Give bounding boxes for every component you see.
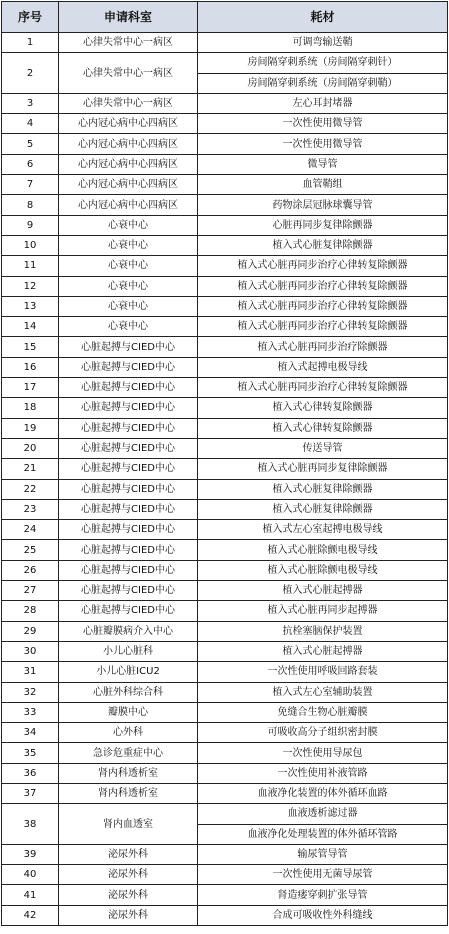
row-number: 8 — [2, 195, 59, 215]
row-number: 27 — [2, 581, 59, 601]
department-cell: 心脏瓣膜病介入中心 — [59, 621, 198, 641]
row-number: 33 — [2, 702, 59, 722]
department-cell: 肾内血透室 — [59, 804, 198, 845]
row-number: 21 — [2, 459, 59, 479]
consumable-cell: 一次性使用微导管 — [198, 114, 448, 134]
table-row — [2, 702, 448, 722]
table-row — [2, 783, 448, 803]
department-cell: 心衰中心 — [59, 317, 198, 337]
row-number: 42 — [2, 905, 59, 925]
row-number: 12 — [2, 276, 59, 296]
consumable-cell: 可吸收高分子组织密封膜 — [198, 723, 448, 743]
consumable-cell: 一次性使用无菌导尿管 — [198, 865, 448, 885]
consumable-cell: 左心耳封堵器 — [198, 93, 448, 113]
row-number: 6 — [2, 154, 59, 174]
consumable-cell: 植入式心脏复律除颤器 — [198, 235, 448, 255]
table-row — [2, 499, 448, 519]
row-number: 14 — [2, 317, 59, 337]
department-cell: 肾内科透析室 — [59, 763, 198, 783]
table-row — [2, 256, 448, 276]
consumable-cell: 一次性使用导尿包 — [198, 743, 448, 763]
department-cell: 肾内科透析室 — [59, 783, 198, 803]
row-number: 5 — [2, 134, 59, 154]
table-row — [2, 398, 448, 418]
table-row — [2, 520, 448, 540]
table-row — [2, 763, 448, 783]
row-number: 34 — [2, 723, 59, 743]
department-cell: 心脏起搏与CIED中心 — [59, 398, 198, 418]
department-cell: 心脏起搏与CIED中心 — [59, 357, 198, 377]
consumable-cell: 植入式心脏起搏器 — [198, 581, 448, 601]
consumable-cell: 合成可吸收性外科缝线 — [198, 905, 448, 925]
consumable-cell: 植入式心脏再同步治疗心律转复除颤器 — [198, 256, 448, 276]
table-row — [2, 540, 448, 560]
consumable-cell: 植入式心脏再同步复律除颤器 — [198, 459, 448, 479]
department-cell: 泌尿外科 — [59, 905, 198, 925]
department-cell: 心脏起搏与CIED中心 — [59, 601, 198, 621]
department-cell: 心外科 — [59, 723, 198, 743]
department-cell: 心脏起搏与CIED中心 — [59, 560, 198, 580]
row-number: 9 — [2, 215, 59, 235]
consumable-cell: 微导管 — [198, 154, 448, 174]
table-row — [2, 804, 448, 824]
row-number: 41 — [2, 885, 59, 905]
department-cell: 泌尿外科 — [59, 865, 198, 885]
row-number: 25 — [2, 540, 59, 560]
consumable-cell: 植入式左心室辅助装置 — [198, 682, 448, 702]
department-cell: 心衰中心 — [59, 235, 198, 255]
table-row — [2, 215, 448, 235]
row-number: 37 — [2, 783, 59, 803]
consumable-cell: 传送导管 — [198, 438, 448, 458]
consumable-cell: 一次性使用呼吸回路套装 — [198, 662, 448, 682]
consumable-cell: 植入式心脏再同步起搏器 — [198, 601, 448, 621]
department-cell: 小儿心脏ICU2 — [59, 662, 198, 682]
table-row — [2, 844, 448, 864]
table-row — [2, 378, 448, 398]
department-cell: 心内冠心病中心四病区 — [59, 154, 198, 174]
consumable-cell: 一次性使用微导管 — [198, 134, 448, 154]
department-cell: 心内冠心病中心四病区 — [59, 134, 198, 154]
row-number: 24 — [2, 520, 59, 540]
row-number: 30 — [2, 641, 59, 661]
row-number: 32 — [2, 682, 59, 702]
department-cell: 心脏起搏与CIED中心 — [59, 378, 198, 398]
row-number: 7 — [2, 175, 59, 195]
consumable-cell: 植入式心脏再同步治疗心律转复除颤器 — [198, 317, 448, 337]
department-cell: 泌尿外科 — [59, 844, 198, 864]
table-row — [2, 134, 448, 154]
consumable-cell: 免缝合生物心脏瓣膜 — [198, 702, 448, 722]
row-number: 38 — [2, 804, 59, 845]
row-number: 2 — [2, 53, 59, 94]
header-item: 耗材 — [198, 2, 448, 33]
consumable-cell: 植入式心脏再同步治疗除颤器 — [198, 337, 448, 357]
table-row — [2, 276, 448, 296]
consumable-cell: 植入式心脏再同步治疗心律转复除颤器 — [198, 296, 448, 316]
department-cell: 心衰中心 — [59, 256, 198, 276]
consumable-cell: 植入式心脏再同步治疗心律转复除颤器 — [198, 276, 448, 296]
table-row — [2, 53, 448, 73]
table-row — [2, 195, 448, 215]
consumable-cell: 植入式起搏电极导线 — [198, 357, 448, 377]
department-cell: 瓣膜中心 — [59, 702, 198, 722]
consumable-cell: 植入式心脏除颤电极导线 — [198, 560, 448, 580]
consumable-cell: 房间隔穿刺系统（房间隔穿刺针） — [198, 53, 448, 73]
table-row — [2, 418, 448, 438]
department-cell: 心内冠心病中心四病区 — [59, 175, 198, 195]
table-row — [2, 601, 448, 621]
consumable-cell: 植入式心脏复律除颤器 — [198, 479, 448, 499]
row-number: 26 — [2, 560, 59, 580]
row-number: 39 — [2, 844, 59, 864]
department-cell: 心律失常中心一病区 — [59, 93, 198, 113]
row-number: 16 — [2, 357, 59, 377]
row-number: 35 — [2, 743, 59, 763]
table-row — [2, 175, 448, 195]
table-row — [2, 235, 448, 255]
table-row — [2, 114, 448, 134]
department-cell: 心脏起搏与CIED中心 — [59, 581, 198, 601]
table-row — [2, 438, 448, 458]
row-number: 19 — [2, 418, 59, 438]
row-number: 17 — [2, 378, 59, 398]
row-number: 28 — [2, 601, 59, 621]
consumable-cell: 肾造瘘穿刺扩张导管 — [198, 885, 448, 905]
table-row — [2, 662, 448, 682]
department-cell: 小儿心脏科 — [59, 641, 198, 661]
table-row — [2, 743, 448, 763]
table-row — [2, 357, 448, 377]
row-number: 31 — [2, 662, 59, 682]
consumable-cell: 血管鞘组 — [198, 175, 448, 195]
row-number: 4 — [2, 114, 59, 134]
row-number: 29 — [2, 621, 59, 641]
table-body — [2, 33, 448, 926]
department-cell: 泌尿外科 — [59, 885, 198, 905]
row-number: 22 — [2, 479, 59, 499]
table-row — [2, 317, 448, 337]
table-row — [2, 479, 448, 499]
consumable-cell: 植入式左心室起搏电极导线 — [198, 520, 448, 540]
consumable-cell: 植入式心脏起搏器 — [198, 641, 448, 661]
consumable-cell: 血液净化处理装置的体外循环管路 — [198, 824, 448, 844]
table-row — [2, 905, 448, 925]
consumables-table — [1, 1, 448, 926]
table-row — [2, 33, 448, 53]
consumable-cell: 植入式心律转复除颤器 — [198, 418, 448, 438]
consumable-cell: 药物涂层冠脉球囊导管 — [198, 195, 448, 215]
consumable-cell: 植入式心脏再同步治疗心律转复除颤器 — [198, 378, 448, 398]
row-number: 15 — [2, 337, 59, 357]
header-no: 序号 — [2, 2, 59, 33]
table-row — [2, 93, 448, 113]
table-row — [2, 560, 448, 580]
consumable-cell: 房间隔穿刺系统（房间隔穿刺鞘） — [198, 73, 448, 93]
department-cell: 心衰中心 — [59, 276, 198, 296]
table-row — [2, 682, 448, 702]
row-number: 13 — [2, 296, 59, 316]
department-cell: 心内冠心病中心四病区 — [59, 114, 198, 134]
department-cell: 心脏起搏与CIED中心 — [59, 499, 198, 519]
consumable-cell: 血液透析滤过器 — [198, 804, 448, 824]
consumable-cell: 心脏再同步复律除颤器 — [198, 215, 448, 235]
consumable-cell: 输尿管导管 — [198, 844, 448, 864]
table-row — [2, 581, 448, 601]
header-dept: 申请科室 — [59, 2, 198, 33]
consumable-cell: 可调弯输送鞘 — [198, 33, 448, 53]
department-cell: 心内冠心病中心四病区 — [59, 195, 198, 215]
department-cell: 心律失常中心一病区 — [59, 33, 198, 53]
department-cell: 心衰中心 — [59, 215, 198, 235]
department-cell: 心脏起搏与CIED中心 — [59, 337, 198, 357]
table-row — [2, 459, 448, 479]
row-number: 36 — [2, 763, 59, 783]
row-number: 1 — [2, 33, 59, 53]
consumable-cell: 血液净化装置的体外循环血路 — [198, 783, 448, 803]
row-number: 20 — [2, 438, 59, 458]
table-row — [2, 865, 448, 885]
department-cell: 心脏起搏与CIED中心 — [59, 540, 198, 560]
department-cell: 心脏起搏与CIED中心 — [59, 520, 198, 540]
row-number: 3 — [2, 93, 59, 113]
department-cell: 心脏起搏与CIED中心 — [59, 438, 198, 458]
department-cell: 心脏外科综合科 — [59, 682, 198, 702]
department-cell: 急诊危重症中心 — [59, 743, 198, 763]
department-cell: 心脏起搏与CIED中心 — [59, 479, 198, 499]
row-number: 18 — [2, 398, 59, 418]
table-row — [2, 621, 448, 641]
table-row — [2, 337, 448, 357]
header-row — [2, 2, 448, 33]
row-number: 10 — [2, 235, 59, 255]
department-cell: 心脏起搏与CIED中心 — [59, 418, 198, 438]
department-cell: 心衰中心 — [59, 296, 198, 316]
consumable-cell: 植入式心脏除颤电极导线 — [198, 540, 448, 560]
consumable-cell: 抗栓塞脑保护装置 — [198, 621, 448, 641]
row-number: 40 — [2, 865, 59, 885]
table-row — [2, 641, 448, 661]
table-row — [2, 885, 448, 905]
department-cell: 心脏起搏与CIED中心 — [59, 459, 198, 479]
table-row — [2, 154, 448, 174]
table-row — [2, 723, 448, 743]
consumable-cell: 植入式心律转复除颤器 — [198, 398, 448, 418]
consumable-cell: 一次性使用补液管路 — [198, 763, 448, 783]
row-number: 23 — [2, 499, 59, 519]
consumable-cell: 植入式心脏复律除颤器 — [198, 499, 448, 519]
row-number: 11 — [2, 256, 59, 276]
table-row — [2, 296, 448, 316]
department-cell: 心律失常中心一病区 — [59, 53, 198, 94]
